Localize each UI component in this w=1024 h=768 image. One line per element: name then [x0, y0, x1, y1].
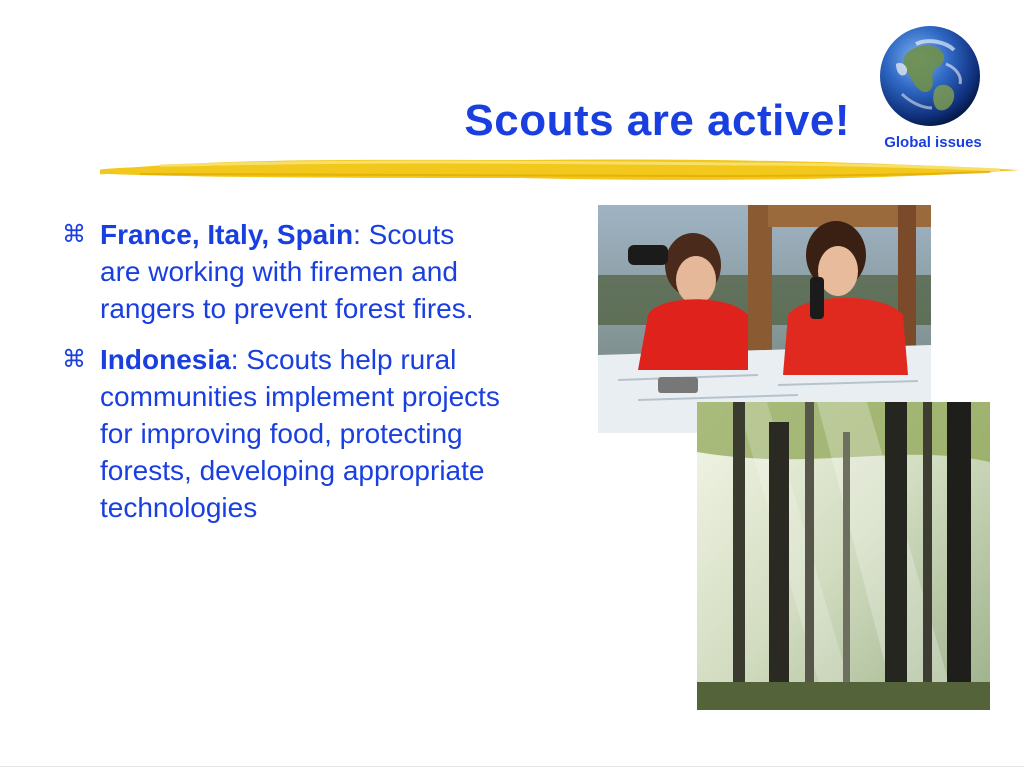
- bullet-lead-text: Indonesia: [100, 344, 231, 375]
- bullet-body-text: Scouts help rural communities implement projects for improving food, protecting forests, developing appropriate technologies: [100, 344, 500, 523]
- scouts-lookout-photo: [598, 205, 931, 433]
- slide-title: Scouts are active!: [464, 96, 850, 145]
- bullet-body-text: Scouts are working with firemen and rangers to prevent forest fires.: [100, 219, 474, 324]
- bullet-item: [62, 341, 502, 526]
- bullet-item: [62, 216, 502, 327]
- forest-sunlight-photo: [697, 402, 990, 710]
- footer-divider: [0, 766, 1024, 767]
- bullet-lead-text: France, Italy, Spain: [100, 219, 354, 250]
- bullet-separator: :: [230, 344, 239, 375]
- command-key-icon: ⌘: [62, 345, 86, 373]
- bullet-list: [62, 216, 502, 540]
- command-key-icon: ⌘: [62, 220, 86, 248]
- globe-icon: [876, 24, 984, 132]
- global-issues-label: Global issues: [884, 134, 982, 151]
- yellow-brush-stroke: [100, 148, 1024, 188]
- bullet-separator: :: [353, 219, 361, 250]
